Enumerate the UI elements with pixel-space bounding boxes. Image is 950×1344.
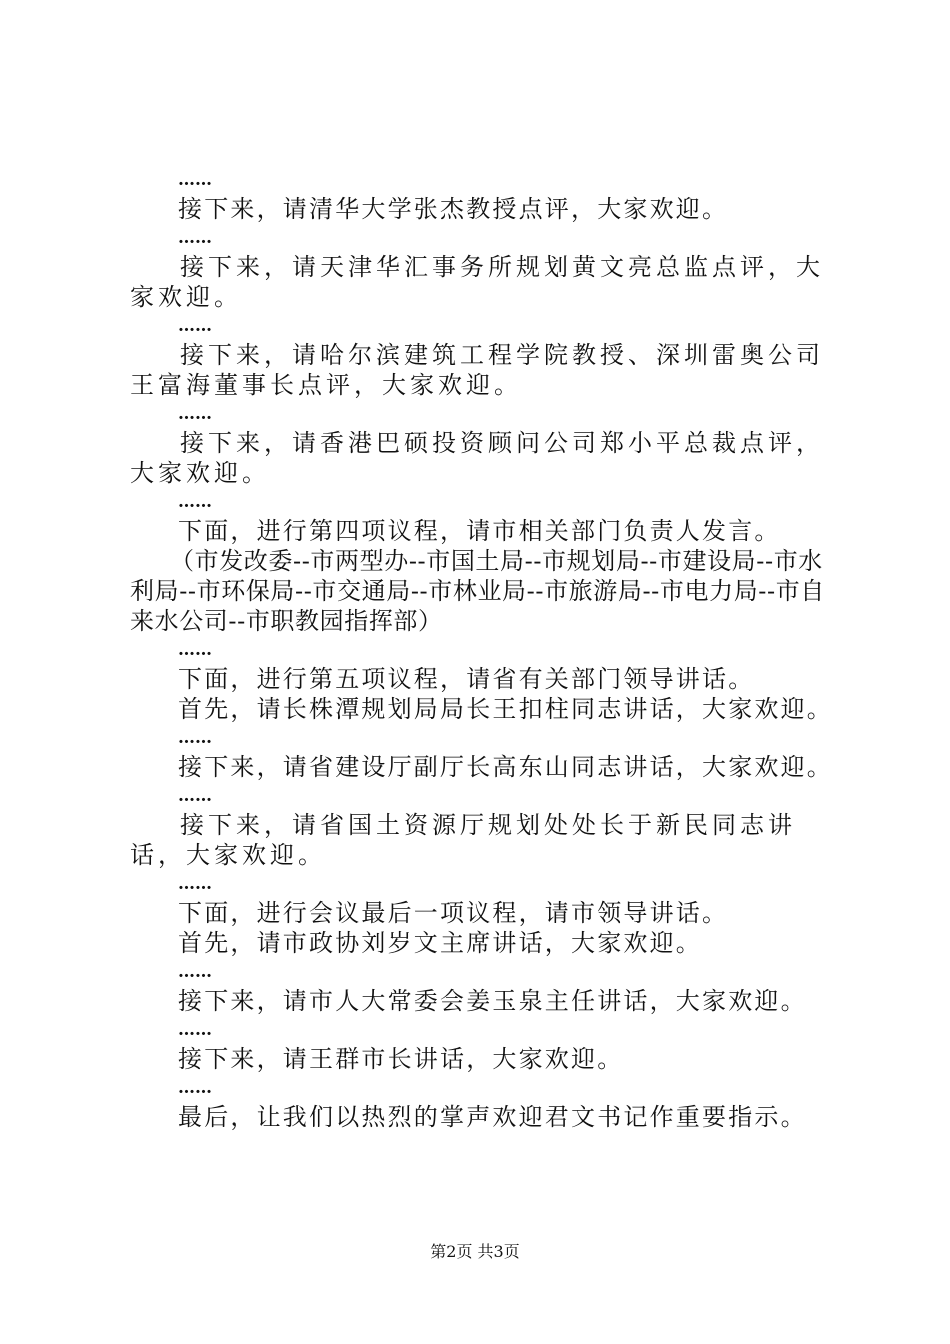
ellipsis-marker: …… (178, 728, 212, 748)
paragraph: 下面，进行第五项议程，请省有关部门领导讲话。 (178, 665, 755, 693)
paragraph: 首先，请长株潭规划局局长王扣柱同志讲话，大家欢迎。 (178, 695, 833, 723)
page-number-footer: 第2页 共3页 (430, 1242, 520, 1261)
paragraph: 接下来，请市人大常委会姜玉泉主任讲话，大家欢迎。 (178, 987, 807, 1015)
paragraph: 最后，让我们以热烈的掌声欢迎君文书记作重要指示。 (178, 1103, 807, 1131)
ellipsis-marker: …… (178, 1078, 212, 1098)
paragraph: 接下来，请清华大学张杰教授点评，大家欢迎。 (178, 195, 729, 223)
paragraph: 接下来，请省建设厅副厅长高东山同志讲话，大家欢迎。 (178, 753, 833, 781)
paragraph: 首先，请市政协刘岁文主席讲话，大家欢迎。 (178, 929, 702, 957)
paragraph: 下面，进行会议最后一项议程，请市领导讲话。 (178, 899, 729, 927)
ellipsis-marker: …… (178, 786, 212, 806)
ellipsis-marker: …… (178, 874, 212, 894)
document-body (130, 166, 833, 1132)
ellipsis-marker: …… (178, 316, 212, 336)
paragraph: 接下来，请王群市长讲话，大家欢迎。 (178, 1045, 624, 1073)
ellipsis-marker: …… (178, 170, 212, 190)
ellipsis-marker: …… (178, 640, 212, 660)
paragraph: 接下来，请香港巴硕投资顾问公司郑小平总裁点评，大家欢迎。 (130, 429, 824, 487)
department-list: （市发改委--市两型办--市国土局--市规划局--市建设局--市水利局--市环保局--市交通局--市林业局--市旅游局--市电力局--市自来水公司--市职教园指挥部） (130, 547, 825, 635)
paragraph: 接下来，请天津华汇事务所规划黄文亮总监点评，大家欢迎。 (130, 253, 824, 311)
ellipsis-marker: …… (178, 228, 212, 248)
paragraph: 接下来，请省国土资源厅规划处处长于新民同志讲话，大家欢迎。 (130, 811, 796, 869)
ellipsis-marker: …… (178, 492, 212, 512)
paragraph: 下面，进行第四项议程，请市相关部门负责人发言。 (178, 517, 781, 545)
ellipsis-marker: …… (178, 962, 212, 982)
ellipsis-marker: …… (178, 1020, 212, 1040)
ellipsis-marker: …… (178, 404, 212, 424)
paragraph: 接下来，请哈尔滨建筑工程学院教授、深圳雷奥公司王富海董事长点评，大家欢迎。 (130, 341, 824, 399)
